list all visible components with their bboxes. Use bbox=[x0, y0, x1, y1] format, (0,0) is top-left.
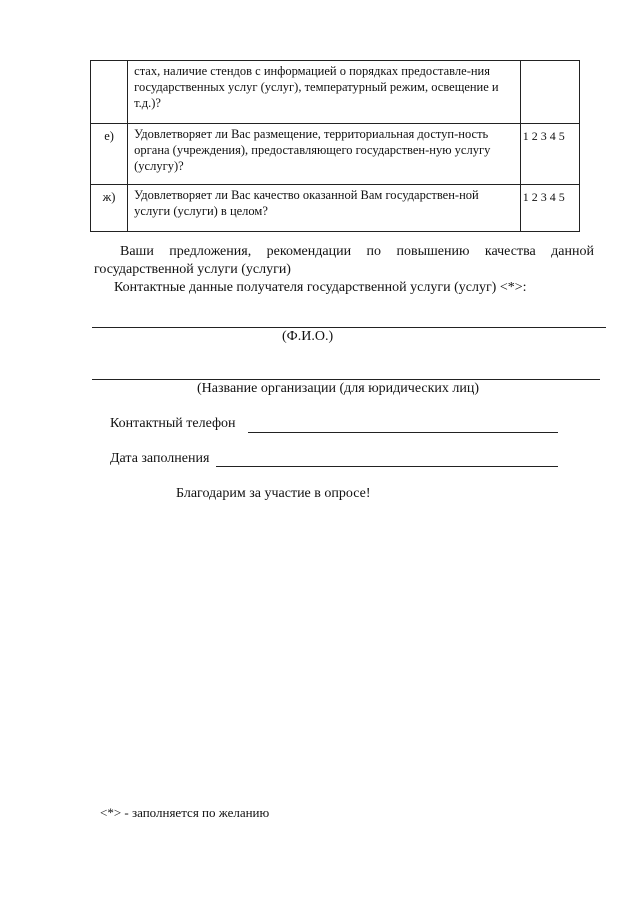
table-row bbox=[91, 124, 580, 185]
organization-input-line[interactable] bbox=[92, 379, 600, 380]
organization-caption: (Название организации (для юридических лиц) bbox=[197, 381, 480, 396]
question-text: Удовлетворяет ли Вас размещение, территориальная доступ-ность органа (учреждения), предоставляющего государствен-ную услугу (услугу)? bbox=[128, 124, 521, 185]
table-row bbox=[91, 61, 580, 124]
suggestions-paragraph: Ваши предложения, рекомендации по повышению качества данной государственной услуги (услуги) bbox=[94, 244, 594, 277]
phone-input-line[interactable] bbox=[248, 432, 558, 433]
thanks-text: Благодарим за участие в опросе! bbox=[176, 486, 371, 501]
date-input-line[interactable] bbox=[216, 466, 558, 467]
rating-scale bbox=[520, 61, 579, 124]
fio-caption: (Ф.И.О.) bbox=[282, 329, 334, 344]
row-letter bbox=[91, 61, 128, 124]
phone-label: Контактный телефон bbox=[110, 416, 236, 431]
footnote: <*> - заполняется по желанию bbox=[100, 805, 270, 820]
survey-table bbox=[90, 60, 580, 232]
table-row bbox=[91, 185, 580, 232]
contact-data-paragraph: Контактные данные получателя государственной услуги (услуг) <*>: bbox=[114, 280, 527, 295]
question-text: Удовлетворяет ли Вас качество оказанной Вам государствен-ной услуги (услуги) в целом? bbox=[128, 185, 521, 232]
date-label: Дата заполнения bbox=[110, 451, 210, 466]
fio-input-line[interactable] bbox=[92, 327, 606, 328]
rating-scale: 1 2 3 4 5 bbox=[520, 185, 579, 232]
question-text: стах, наличие стендов с информацией о порядках предоставле-ния государственных услуг (услуг), температурный режим, освещение и т.д.)? bbox=[128, 61, 521, 124]
rating-scale: 1 2 3 4 5 bbox=[520, 124, 579, 185]
row-letter: е) bbox=[91, 124, 128, 185]
row-letter: ж) bbox=[91, 185, 128, 232]
